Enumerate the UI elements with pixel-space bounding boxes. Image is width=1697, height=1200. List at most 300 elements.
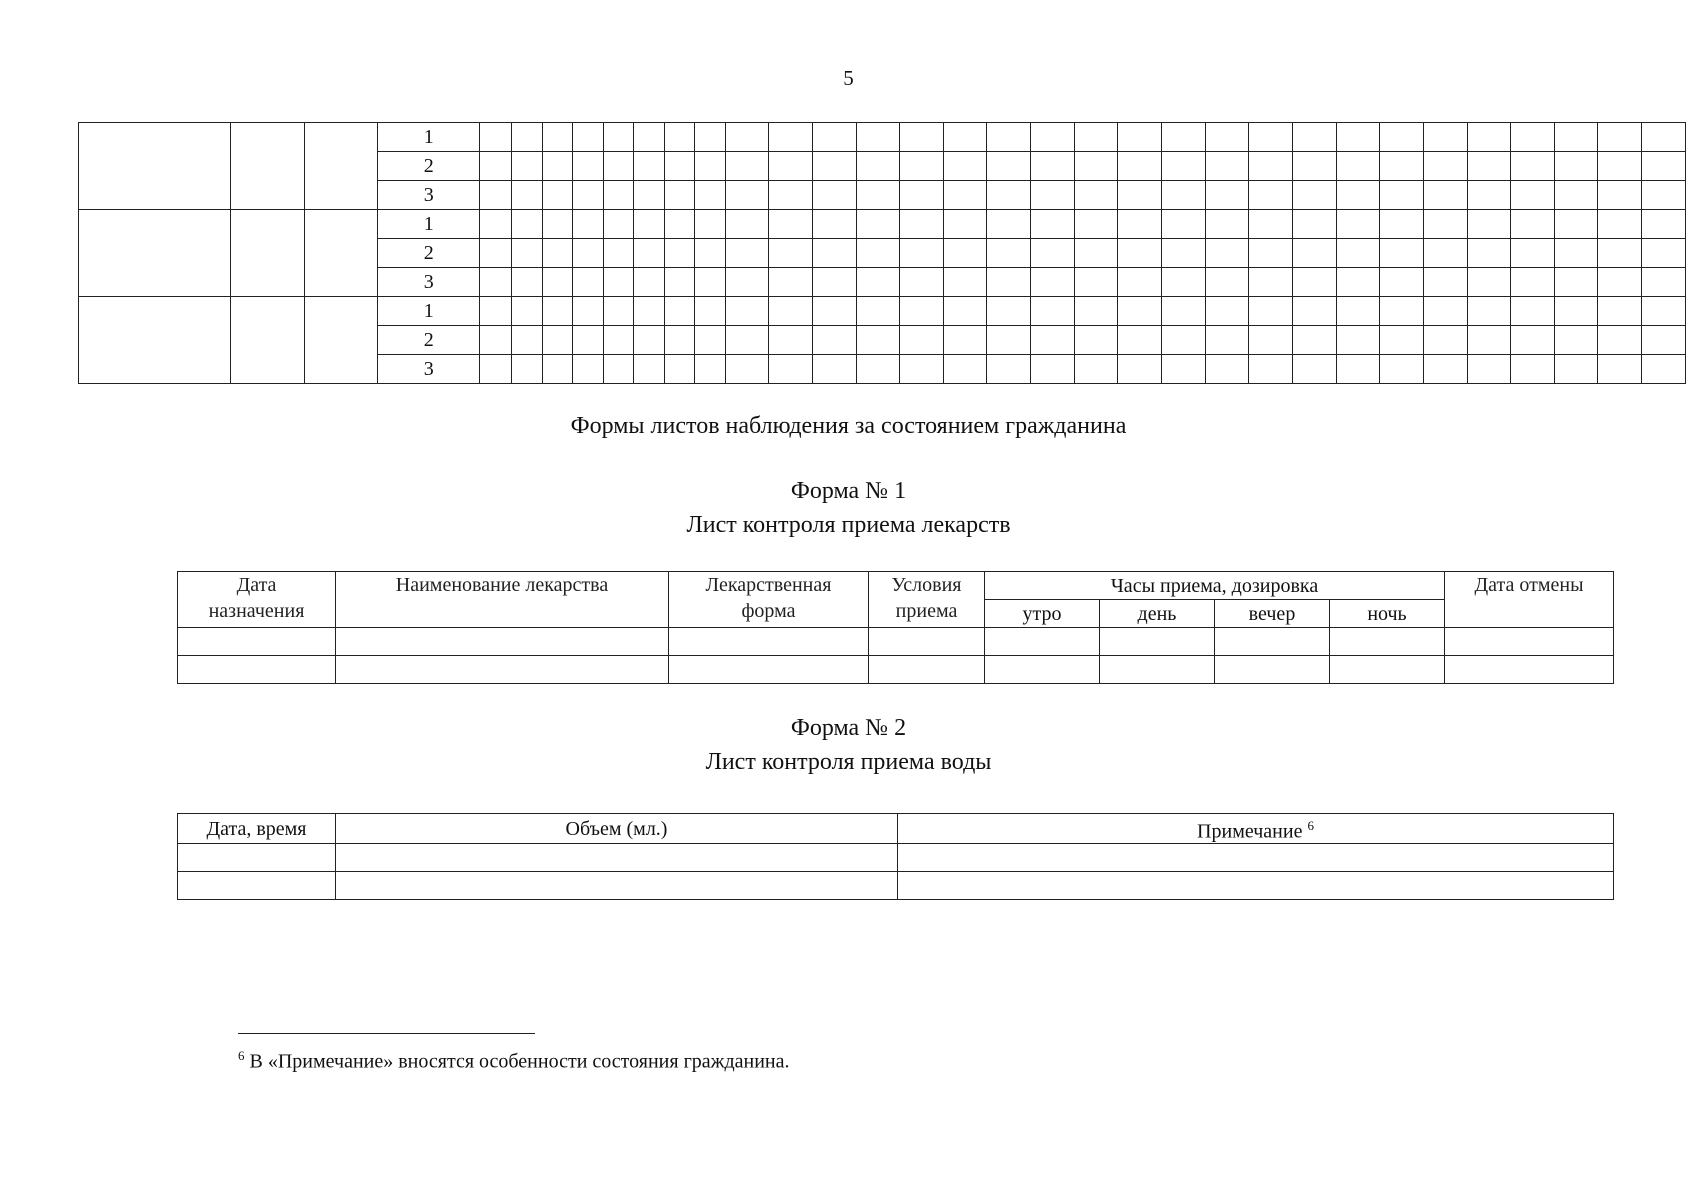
grid-cell <box>725 210 769 239</box>
grid-cell <box>634 297 664 326</box>
grid-cell <box>1511 210 1555 239</box>
grid-cell <box>1292 268 1336 297</box>
grid-cell <box>1554 181 1598 210</box>
grid-cell <box>1205 326 1249 355</box>
grid-cell <box>695 181 725 210</box>
header-volume: Объем (мл.) <box>336 814 898 844</box>
grid-cell <box>812 268 856 297</box>
grid-cell <box>479 181 511 210</box>
grid-cell <box>1336 326 1380 355</box>
water-control-table <box>177 813 1614 900</box>
grid-cell <box>1074 355 1118 384</box>
grid-cell <box>512 210 542 239</box>
grid-row-number: 2 <box>378 239 480 268</box>
grid-cell <box>812 181 856 210</box>
grid-cell <box>987 326 1031 355</box>
grid-cell <box>1554 152 1598 181</box>
grid-cell <box>479 355 511 384</box>
grid-cell <box>634 210 664 239</box>
grid-cell <box>695 152 725 181</box>
grid-cell <box>1162 210 1206 239</box>
grid-cell <box>512 123 542 152</box>
grid-cell <box>1336 297 1380 326</box>
grid-cell <box>1205 181 1249 210</box>
grid-cell <box>1380 355 1424 384</box>
cell <box>1330 656 1445 684</box>
grid-cell <box>1554 326 1598 355</box>
grid-cell <box>1598 268 1642 297</box>
cell <box>178 844 336 872</box>
grid-cell <box>512 326 542 355</box>
header-night: ночь <box>1330 600 1445 628</box>
grid-cell <box>1554 355 1598 384</box>
grid-cell <box>634 181 664 210</box>
cell <box>1445 656 1614 684</box>
grid-cell <box>1118 355 1162 384</box>
grid-cell <box>664 152 694 181</box>
grid-cell <box>725 181 769 210</box>
grid-cell <box>1598 326 1642 355</box>
grid-cell <box>856 326 900 355</box>
grid-cell <box>1511 123 1555 152</box>
grid-cell <box>1423 181 1467 210</box>
cell <box>1330 628 1445 656</box>
cell <box>336 844 898 872</box>
grid-cell <box>479 297 511 326</box>
grid-cell <box>1205 123 1249 152</box>
grid-cell <box>900 268 944 297</box>
grid-cell <box>1292 152 1336 181</box>
grid-cell <box>1642 210 1686 239</box>
grid-cell <box>769 268 813 297</box>
grid-cell <box>1511 152 1555 181</box>
header-conditions-line1: Условия <box>891 574 962 596</box>
grid-cell <box>634 355 664 384</box>
grid-cell <box>1598 239 1642 268</box>
grid-cell <box>900 239 944 268</box>
grid-cell <box>695 239 725 268</box>
grid-cell <box>1336 268 1380 297</box>
grid-cell <box>1249 181 1293 210</box>
grid-cell <box>1642 268 1686 297</box>
grid-cell <box>725 239 769 268</box>
grid-cell <box>664 210 694 239</box>
grid-group-cell <box>79 210 231 297</box>
grid-cell <box>1642 123 1686 152</box>
grid-row-number: 3 <box>378 355 480 384</box>
grid-cell <box>1554 297 1598 326</box>
grid-cell <box>1162 181 1206 210</box>
grid-cell <box>1205 152 1249 181</box>
header-note-label: Примечание <box>1197 820 1303 843</box>
grid-cell <box>1118 123 1162 152</box>
grid-cell <box>987 355 1031 384</box>
grid-cell <box>900 297 944 326</box>
grid-cell <box>479 239 511 268</box>
grid-cell <box>1031 123 1075 152</box>
grid-cell <box>573 297 603 326</box>
header-assignment-date-line1: Дата <box>236 574 277 596</box>
header-intake-hours: Часы приема, дозировка <box>985 572 1445 600</box>
grid-cell <box>943 123 987 152</box>
grid-cell <box>1380 239 1424 268</box>
cell <box>869 656 985 684</box>
grid-cell <box>1511 355 1555 384</box>
grid-cell <box>573 210 603 239</box>
grid-cell <box>695 355 725 384</box>
grid-cell <box>1423 268 1467 297</box>
grid-cell <box>603 123 633 152</box>
cell <box>1445 628 1614 656</box>
grid-cell <box>987 268 1031 297</box>
grid-cell <box>725 123 769 152</box>
grid-cell <box>1467 152 1511 181</box>
grid-cell <box>769 297 813 326</box>
grid-group-cell <box>305 297 378 384</box>
grid-cell <box>1118 239 1162 268</box>
grid-cell <box>987 181 1031 210</box>
grid-cell <box>769 123 813 152</box>
cell <box>898 872 1614 900</box>
header-dosage-form <box>669 572 869 628</box>
grid-cell <box>1336 239 1380 268</box>
grid-cell <box>900 181 944 210</box>
grid-group-cell <box>231 210 305 297</box>
grid-cell <box>634 123 664 152</box>
grid-cell <box>1292 326 1336 355</box>
grid-cell <box>1336 181 1380 210</box>
grid-cell <box>603 355 633 384</box>
grid-cell <box>943 268 987 297</box>
grid-cell <box>1380 326 1424 355</box>
grid-cell <box>1598 210 1642 239</box>
grid-cell <box>725 152 769 181</box>
header-day: день <box>1100 600 1215 628</box>
grid-cell <box>603 239 633 268</box>
grid-cell <box>573 239 603 268</box>
grid-cell <box>664 239 694 268</box>
section-title: Формы листов наблюдения за состоянием гражданина <box>570 413 1127 439</box>
grid-row-number: 2 <box>378 152 480 181</box>
grid-row <box>79 123 1686 152</box>
grid-cell <box>1467 181 1511 210</box>
grid-cell <box>1249 268 1293 297</box>
grid-cell <box>1205 239 1249 268</box>
grid-cell <box>573 268 603 297</box>
grid-cell <box>1249 152 1293 181</box>
grid-cell <box>769 239 813 268</box>
grid-cell <box>542 268 572 297</box>
cell <box>1215 656 1330 684</box>
grid-cell <box>512 268 542 297</box>
grid-cell <box>1162 297 1206 326</box>
grid-cell <box>1249 355 1293 384</box>
grid-cell <box>1554 268 1598 297</box>
grid-cell <box>943 181 987 210</box>
grid-cell <box>900 210 944 239</box>
grid-cell <box>769 181 813 210</box>
grid-cell <box>812 210 856 239</box>
grid-cell <box>695 297 725 326</box>
grid-cell <box>542 152 572 181</box>
grid-cell <box>812 152 856 181</box>
grid-row <box>79 210 1686 239</box>
grid-cell <box>943 355 987 384</box>
grid-cell <box>856 297 900 326</box>
grid-cell <box>1642 239 1686 268</box>
grid-cell <box>1642 181 1686 210</box>
grid-cell <box>1292 210 1336 239</box>
grid-cell <box>1467 268 1511 297</box>
grid-cell <box>1511 297 1555 326</box>
grid-cell <box>1249 326 1293 355</box>
grid-cell <box>695 210 725 239</box>
grid-cell <box>1554 239 1598 268</box>
grid-cell <box>1074 326 1118 355</box>
grid-cell <box>1467 210 1511 239</box>
grid-cell <box>1380 268 1424 297</box>
grid-cell <box>1118 297 1162 326</box>
grid-cell <box>1598 297 1642 326</box>
cell <box>669 656 869 684</box>
grid-cell <box>1031 297 1075 326</box>
grid-row-number: 3 <box>378 268 480 297</box>
grid-cell <box>725 297 769 326</box>
grid-cell <box>769 210 813 239</box>
table-row <box>178 656 1614 684</box>
grid-cell <box>1074 268 1118 297</box>
grid-cell <box>1423 239 1467 268</box>
grid-cell <box>1118 268 1162 297</box>
grid-cell <box>1511 268 1555 297</box>
grid-group-cell <box>231 297 305 384</box>
grid-cell <box>1162 239 1206 268</box>
grid-cell <box>695 326 725 355</box>
grid-cell <box>856 239 900 268</box>
cell <box>178 656 336 684</box>
cell <box>985 656 1100 684</box>
grid-row-number: 1 <box>378 210 480 239</box>
grid-cell <box>987 123 1031 152</box>
grid-cell <box>1598 355 1642 384</box>
form2-title: Лист контроля приема воды <box>705 749 992 775</box>
grid-cell <box>1205 297 1249 326</box>
grid-cell <box>1467 297 1511 326</box>
grid-cell <box>512 297 542 326</box>
header-cancel-date: Дата отмены <box>1445 572 1614 628</box>
cell <box>1100 656 1215 684</box>
grid-cell <box>634 326 664 355</box>
grid-cell <box>1292 123 1336 152</box>
grid-cell <box>1598 181 1642 210</box>
grid-cell <box>1031 239 1075 268</box>
grid-cell <box>1336 355 1380 384</box>
grid-cell <box>542 210 572 239</box>
footnote-text: В «Примечание» вносятся особенности состояния гражданина. <box>249 1050 790 1073</box>
grid-cell <box>573 123 603 152</box>
grid-cell <box>1031 152 1075 181</box>
grid-cell <box>1336 123 1380 152</box>
header-dosage-form-line2: форма <box>741 600 796 622</box>
grid-cell <box>542 239 572 268</box>
table-row <box>178 872 1614 900</box>
medication-control-table <box>177 571 1614 684</box>
grid-row-number: 3 <box>378 181 480 210</box>
grid-cell <box>573 181 603 210</box>
cell <box>178 872 336 900</box>
grid-cell <box>987 210 1031 239</box>
header-conditions-line2: приема <box>895 600 958 622</box>
grid-cell <box>603 152 633 181</box>
grid-cell <box>1511 239 1555 268</box>
grid-cell <box>1423 123 1467 152</box>
grid-cell <box>634 239 664 268</box>
grid-row <box>79 297 1686 326</box>
grid-cell <box>725 268 769 297</box>
grid-cell <box>1380 152 1424 181</box>
grid-cell <box>664 181 694 210</box>
header-evening: вечер <box>1215 600 1330 628</box>
grid-cell <box>664 268 694 297</box>
grid-cell <box>769 152 813 181</box>
grid-cell <box>1423 152 1467 181</box>
table-row <box>178 628 1614 656</box>
grid-cell <box>987 297 1031 326</box>
grid-cell <box>1249 123 1293 152</box>
grid-cell <box>1074 210 1118 239</box>
grid-cell <box>1642 355 1686 384</box>
grid-cell <box>856 181 900 210</box>
grid-cell <box>1249 210 1293 239</box>
grid-cell <box>725 355 769 384</box>
grid-cell <box>664 326 694 355</box>
grid-cell <box>1292 239 1336 268</box>
grid-cell <box>1380 210 1424 239</box>
cell <box>1215 628 1330 656</box>
grid-cell <box>695 123 725 152</box>
grid-cell <box>812 239 856 268</box>
grid-cell <box>900 326 944 355</box>
cell <box>669 628 869 656</box>
grid-cell <box>812 297 856 326</box>
grid-cell <box>1162 268 1206 297</box>
grid-cell <box>542 123 572 152</box>
grid-cell <box>1205 268 1249 297</box>
grid-cell <box>943 326 987 355</box>
grid-cell <box>1292 297 1336 326</box>
grid-cell <box>812 355 856 384</box>
grid-cell <box>1249 297 1293 326</box>
grid-cell <box>1031 355 1075 384</box>
grid-cell <box>479 326 511 355</box>
grid-cell <box>542 355 572 384</box>
header-assignment-date-line2: назначения <box>208 600 305 622</box>
grid-cell <box>1467 123 1511 152</box>
grid-cell <box>1162 355 1206 384</box>
grid-cell <box>512 355 542 384</box>
grid-cell <box>987 152 1031 181</box>
footnote-ref: 6 <box>1307 817 1314 833</box>
grid-cell <box>479 268 511 297</box>
grid-cell <box>769 355 813 384</box>
grid-cell <box>512 239 542 268</box>
grid-cell <box>695 268 725 297</box>
grid-cell <box>812 123 856 152</box>
grid-group-cell <box>79 297 231 384</box>
grid-cell <box>1423 355 1467 384</box>
grid-cell <box>856 152 900 181</box>
grid-cell <box>856 355 900 384</box>
grid-cell <box>1031 268 1075 297</box>
grid-cell <box>900 123 944 152</box>
form1-number: Форма № 1 <box>790 478 907 504</box>
cell <box>1100 628 1215 656</box>
grid-cell <box>1336 152 1380 181</box>
cell <box>898 844 1614 872</box>
grid-cell <box>1031 181 1075 210</box>
grid-cell <box>1423 326 1467 355</box>
grid-cell <box>1467 326 1511 355</box>
grid-cell <box>1074 123 1118 152</box>
grid-cell <box>943 210 987 239</box>
grid-group-cell <box>305 123 378 210</box>
header-drug-name: Наименование лекарства <box>336 572 669 628</box>
grid-cell <box>1467 355 1511 384</box>
grid-cell <box>664 123 694 152</box>
grid-cell <box>664 355 694 384</box>
grid-cell <box>1118 210 1162 239</box>
cell <box>178 628 336 656</box>
footnote <box>238 1048 790 1074</box>
grid-cell <box>900 152 944 181</box>
grid-cell <box>856 123 900 152</box>
grid-cell <box>573 152 603 181</box>
grid-cell <box>943 239 987 268</box>
grid-cell <box>573 326 603 355</box>
cell <box>985 628 1100 656</box>
grid-cell <box>856 268 900 297</box>
grid-cell <box>1074 181 1118 210</box>
grid-cell <box>1380 297 1424 326</box>
table-row <box>178 844 1614 872</box>
grid-cell <box>1162 123 1206 152</box>
grid-cell <box>1162 152 1206 181</box>
grid-row-number: 2 <box>378 326 480 355</box>
grid-cell <box>634 268 664 297</box>
grid-cell <box>664 297 694 326</box>
grid-cell <box>573 355 603 384</box>
grid-cell <box>512 152 542 181</box>
grid-cell <box>479 210 511 239</box>
cell <box>869 628 985 656</box>
grid-cell <box>1380 123 1424 152</box>
grid-group-cell <box>79 123 231 210</box>
grid-cell <box>603 297 633 326</box>
grid-cell <box>1642 326 1686 355</box>
grid-cell <box>1292 355 1336 384</box>
grid-group-cell <box>305 210 378 297</box>
grid-cell <box>1249 239 1293 268</box>
grid-cell <box>634 152 664 181</box>
grid-cell <box>1598 123 1642 152</box>
grid-cell <box>725 326 769 355</box>
grid-cell <box>1642 297 1686 326</box>
grid-cell <box>1511 181 1555 210</box>
cell <box>336 628 669 656</box>
header-datetime: Дата, время <box>178 814 336 844</box>
grid-cell <box>812 326 856 355</box>
grid-cell <box>1118 326 1162 355</box>
